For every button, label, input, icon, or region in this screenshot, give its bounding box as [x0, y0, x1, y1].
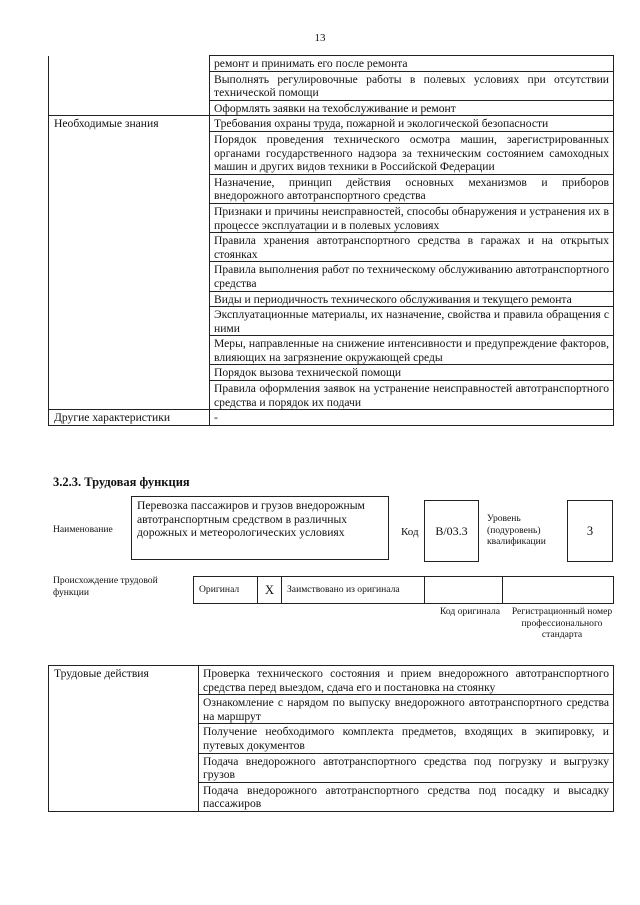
table-row [49, 307, 614, 336]
level-value: 3 [586, 523, 594, 538]
code-caption: Код оригинала [439, 606, 501, 617]
row-text: ремонт и принимать его после ремонта [210, 56, 614, 72]
name-label: Наименование [53, 524, 113, 535]
table-row [49, 753, 614, 782]
row-text: Получение необходимого комплекта предметов, входящих в экипировку, и путевых документов [199, 724, 614, 753]
row-label [49, 695, 199, 724]
row-label [49, 307, 210, 336]
competence-table [48, 55, 614, 426]
table-row [49, 56, 614, 72]
table-row [49, 116, 614, 132]
function-name: Перевозка пассажиров и грузов внедорожным автотранспортным средством в различных дорожных и метеорологических условиях [137, 499, 365, 540]
reg-caption: Регистрационный номер профессионального стандарта [511, 606, 613, 640]
table-row [49, 365, 614, 381]
row-label [49, 71, 210, 100]
row-label [49, 724, 199, 753]
borrowed-cell [282, 577, 425, 603]
original-cell [194, 577, 258, 603]
row-text: Порядок проведения технического осмотра машин, зарегистрированных органами государственного надзора за техническим состоянием самоходных машин и других видов техники в Российской Федерации [210, 131, 614, 174]
table-row [49, 71, 614, 100]
table-row [49, 291, 614, 307]
row-text: Выполнять регулировочные работы в полевых условиях при отсутствии технической помощи [210, 71, 614, 100]
row-label [49, 131, 210, 174]
row-label [49, 291, 210, 307]
row-text: Ознакомление с нарядом по выпуску внедорожного автотранспортного средства на маршрут [199, 695, 614, 724]
table-row [49, 100, 614, 116]
row-text: Требования охраны труда, пожарной и экологической безопасности [210, 116, 614, 132]
origin-reg-cell [503, 577, 613, 603]
table-row [49, 381, 614, 410]
code-label: Код [401, 526, 419, 538]
row-text: Правила выполнения работ по техническому обслуживанию автотранспортного средства [210, 262, 614, 291]
other-characteristics-label: Другие характеристики [49, 410, 210, 426]
page-number: 13 [314, 32, 326, 44]
row-text: Оформлять заявки на техобслуживание и ремонт [210, 100, 614, 116]
row-label [49, 336, 210, 365]
labour-actions-table [48, 665, 614, 812]
original-label: Оригинал [199, 584, 240, 596]
row-label [49, 233, 210, 262]
row-text: - [210, 410, 614, 426]
row-text: Подача внедорожного автотранспортного средства под посадку и высадку пассажиров [199, 782, 614, 811]
row-label [49, 381, 210, 410]
table-row [49, 174, 614, 203]
row-label [49, 262, 210, 291]
origin-label: Происхождение трудовой функции [53, 575, 158, 598]
origin-row [193, 576, 614, 604]
row-label [49, 56, 210, 72]
row-label [49, 782, 199, 811]
function-name-box [131, 496, 389, 560]
row-text: Подача внедорожного автотранспортного средства под погрузку и выгрузку грузов [199, 753, 614, 782]
original-mark-cell [258, 577, 282, 603]
row-label [49, 365, 210, 381]
row-text: Проверка технического состояния и прием внедорожного автотранспортного средства перед выездом, сдача его и постановка на стоянку [199, 666, 614, 695]
table-row [49, 782, 614, 811]
row-text: Виды и периодичность технического обслуживания и текущего ремонта [210, 291, 614, 307]
code-box [424, 500, 479, 562]
row-label [49, 753, 199, 782]
labour-actions-label: Трудовые действия [49, 666, 199, 695]
table-row [49, 336, 614, 365]
row-text: Назначение, принцип действия основных механизмов и приборов внедорожного автотранспортного средства [210, 174, 614, 203]
code-value: B/03.3 [435, 523, 468, 538]
row-text: Эксплуатационные материалы, их назначение, свойства и правила обращения с ними [210, 307, 614, 336]
knowledge-label: Необходимые знания [49, 116, 210, 132]
table-row [49, 666, 614, 695]
row-text: Правила оформления заявок на устранение неисправностей автотранспортного средства и порядок их подачи [210, 381, 614, 410]
table-row [49, 262, 614, 291]
borrowed-label: Заимствовано из оригинала [287, 584, 400, 596]
row-text: Признаки и причины неисправностей, способы обнаружения и устранения их в процессе эксплуатации и в полевых условиях [210, 203, 614, 232]
level-label: Уровень (подуровень) квалификации [487, 513, 546, 547]
table-row [49, 233, 614, 262]
level-box [567, 500, 613, 562]
original-mark: X [264, 582, 275, 597]
table-row [49, 410, 614, 426]
table-row [49, 203, 614, 232]
section-title: 3.2.3. Трудовая функция [53, 475, 190, 489]
row-text: Правила хранения автотранспортного средства в гаражах и на открытых стоянках [210, 233, 614, 262]
row-label [49, 100, 210, 116]
origin-code-cell [425, 577, 503, 603]
table-row [49, 724, 614, 753]
row-text: Порядок вызова технической помощи [210, 365, 614, 381]
row-label [49, 174, 210, 203]
row-text: Меры, направленные на снижение интенсивности и предупреждение факторов, влияющих на загрязнение окружающей среды [210, 336, 614, 365]
row-label [49, 203, 210, 232]
table-row [49, 131, 614, 174]
table-row [49, 695, 614, 724]
